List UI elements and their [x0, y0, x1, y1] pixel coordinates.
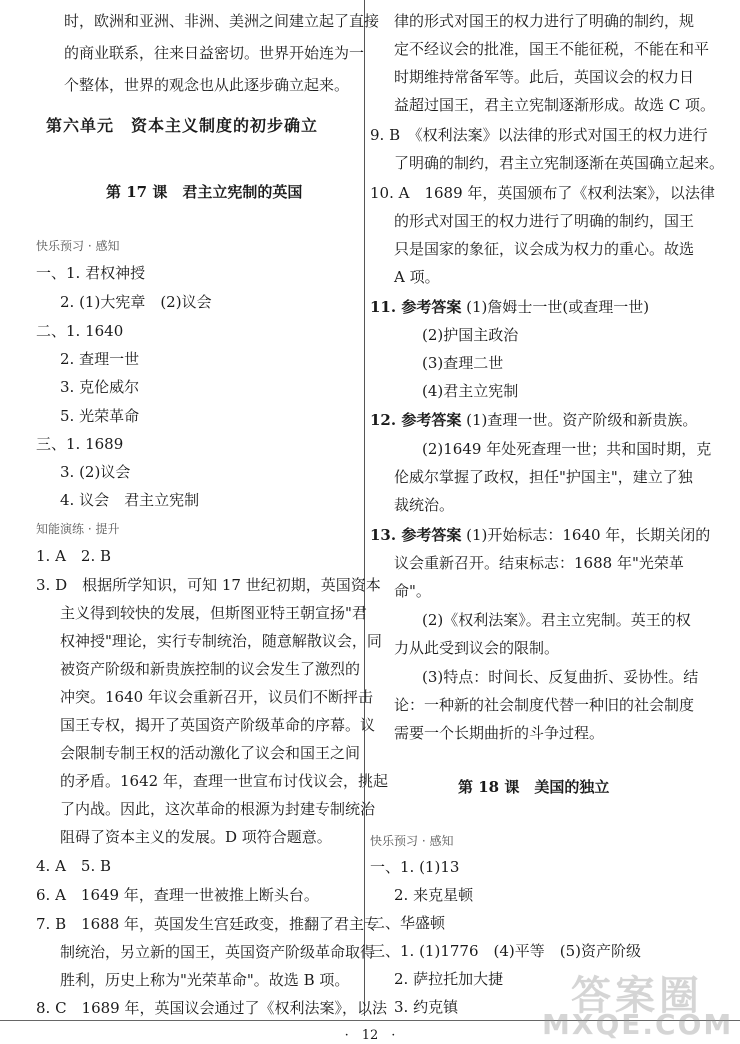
- answer-line: 伦威尔掌握了政权，担任"护国主"，建立了独: [394, 468, 693, 486]
- answer-text: (1)查理一世。资产阶级和新贵族。: [466, 411, 698, 429]
- answer-line: 议会重新召开。结束标志：1688 年"光荣革: [394, 554, 684, 572]
- answer-line: 只是国家的象征，议会成为权力的重心。故选: [394, 240, 695, 258]
- watermark-text: 答案圈: [571, 973, 703, 1019]
- answer-line: 3. (2)议会: [60, 463, 131, 481]
- answer-line: 的形式对国王的权力进行了明确的制约，国王: [394, 212, 695, 230]
- lesson-title: 第 18 课 美国的独立: [458, 778, 610, 796]
- answer-line: 国王专权，揭开了英国资产阶级革命的序幕。议: [60, 716, 376, 734]
- section-label: 快乐预习 · 感知: [370, 834, 454, 848]
- answer-line: 胜利，历史上称为"光荣革命"。故选 B 项。: [60, 971, 350, 989]
- answer-line: 了明确的制约，君主立宪制逐渐在英国确立起来。: [394, 154, 725, 172]
- answer-line: 定不经议会的批准，国王不能征税，不能在和平: [394, 40, 710, 58]
- answer-line: 力从此受到议会的限制。: [394, 639, 560, 657]
- intro-line: 个整体，世界的观念也从此逐步确立起来。: [64, 76, 350, 94]
- column-divider: [364, 0, 365, 1016]
- answer-line: 3. 约克镇: [394, 998, 459, 1016]
- answer-line: 了内战。因此，这次革命的根源为封建专制统治: [60, 800, 376, 818]
- answer-head: 12. 参考答案: [370, 411, 462, 429]
- intro-line: 时，欧洲和亚洲、非洲、美洲之间建立起了直接: [64, 12, 380, 30]
- answer-line: 二、华盛顿: [370, 914, 446, 932]
- answer-line: (3)特点：时间长、反复曲折、妥协性。结: [422, 668, 699, 686]
- watermark-url: MXQE.COM: [542, 1008, 734, 1041]
- answer-line: (2)1649 年处死查理一世；共和国时期，克: [422, 440, 712, 458]
- answer-line: [370, 298, 649, 316]
- answer-line: 裁统治。: [394, 496, 455, 514]
- answer-line: (3)查理二世: [422, 354, 504, 372]
- answer-line: 2. 查理一世: [60, 350, 140, 368]
- answer-line: 权神授"理论，实行专制统治，随意解散议会，同: [60, 632, 382, 650]
- answer-line: 一、1. 君权神授: [36, 264, 146, 282]
- answer-text: (1)詹姆士一世(或查理一世): [466, 298, 650, 316]
- section-label: 知能演练 · 提升: [36, 522, 120, 536]
- answer-line: 3. D 根据所学知识，可知 17 世纪初期，英国资本: [36, 576, 381, 594]
- answer-line: 时期维持常备军等。此后，英国议会的权力日: [394, 68, 695, 86]
- lesson-title: 第 17 课 君主立宪制的英国: [106, 183, 303, 201]
- answer-line: 的矛盾。1642 年，查理一世宣布讨伐议会，挑起: [60, 772, 388, 790]
- answer-line: 9. B 《权利法案》以法律的形式对国王的权力进行: [370, 126, 708, 144]
- answer-line: 7. B 1688 年，英国发生宫廷政变，推翻了君主专: [36, 915, 380, 933]
- answer-line: (4)君主立宪制: [422, 382, 519, 400]
- answer-line: 命"。: [394, 582, 431, 600]
- answer-line: 4. A 5. B: [36, 857, 112, 875]
- answer-line: (2)护国主政治: [422, 326, 519, 344]
- answer-line: 2. (1)大宪章 (2)议会: [60, 293, 212, 311]
- answer-line: [370, 411, 697, 429]
- answer-line: A 项。: [394, 268, 440, 286]
- answer-line: 被资产阶级和新贵族控制的议会发生了激烈的: [60, 660, 361, 678]
- watermark-logo: [542, 964, 732, 1040]
- answer-line: 论：一种新的社会制度代替一种旧的社会制度: [394, 696, 695, 714]
- answer-line: 6. A 1649 年，查理一世被推上断头台。: [36, 886, 319, 904]
- answer-line: 8. C 1689 年，英国议会通过了《权利法案》，以法: [36, 999, 388, 1017]
- answer-line: 5. 光荣革命: [60, 407, 140, 425]
- answer-line: 1. A 2. B: [36, 547, 112, 565]
- answer-line: [370, 526, 710, 544]
- answer-line: 冲突。1640 年议会重新召开，议员们不断抨击: [60, 688, 373, 706]
- answer-line: 律的形式对国王的权力进行了明确的制约，规: [394, 12, 695, 30]
- answer-line: 10. A 1689 年，英国颁布了《权利法案》，以法律: [370, 184, 715, 202]
- answer-head: 13. 参考答案: [370, 526, 462, 544]
- intro-line: 的商业联系，往来日益密切。世界开始连为一: [64, 44, 365, 62]
- answer-line: 2. 萨拉托加大捷: [394, 970, 504, 988]
- answer-line: 3. 克伦威尔: [60, 378, 140, 396]
- answer-line: 4. 议会 君主立宪制: [60, 491, 200, 509]
- answer-text: (1)开始标志：1640 年，长期关闭的: [466, 526, 711, 544]
- answer-line: 2. 来克星顿: [394, 886, 474, 904]
- page-number: · 12 ·: [344, 1028, 396, 1043]
- answer-line: 三、1. (1)1776 (4)平等 (5)资产阶级: [370, 942, 641, 960]
- answer-line: 益超过国王，君主立宪制逐渐形成。故选 C 项。: [394, 96, 716, 114]
- answer-head: 11. 参考答案: [370, 298, 462, 316]
- answer-line: (2)《权利法案》。君主立宪制。英王的权: [422, 611, 691, 629]
- answer-line: 二、1. 1640: [36, 322, 124, 340]
- answer-line: 三、1. 1689: [36, 435, 124, 453]
- unit-title: 第六单元 资本主义制度的初步确立: [46, 116, 319, 135]
- answer-line: 一、1. (1)13: [370, 858, 460, 876]
- section-label: 快乐预习 · 感知: [36, 239, 120, 253]
- answer-line: 主义得到较快的发展，但斯图亚特王朝宣扬"君: [60, 604, 367, 622]
- answer-line: 会限制专制王权的活动激化了议会和国王之间: [60, 744, 361, 762]
- answer-line: 制统治，另立新的国王，英国资产阶级革命取得: [60, 943, 376, 961]
- answer-line: 需要一个长期曲折的斗争过程。: [394, 724, 605, 742]
- answer-line: 阻碍了资本主义的发展。D 项符合题意。: [60, 828, 332, 846]
